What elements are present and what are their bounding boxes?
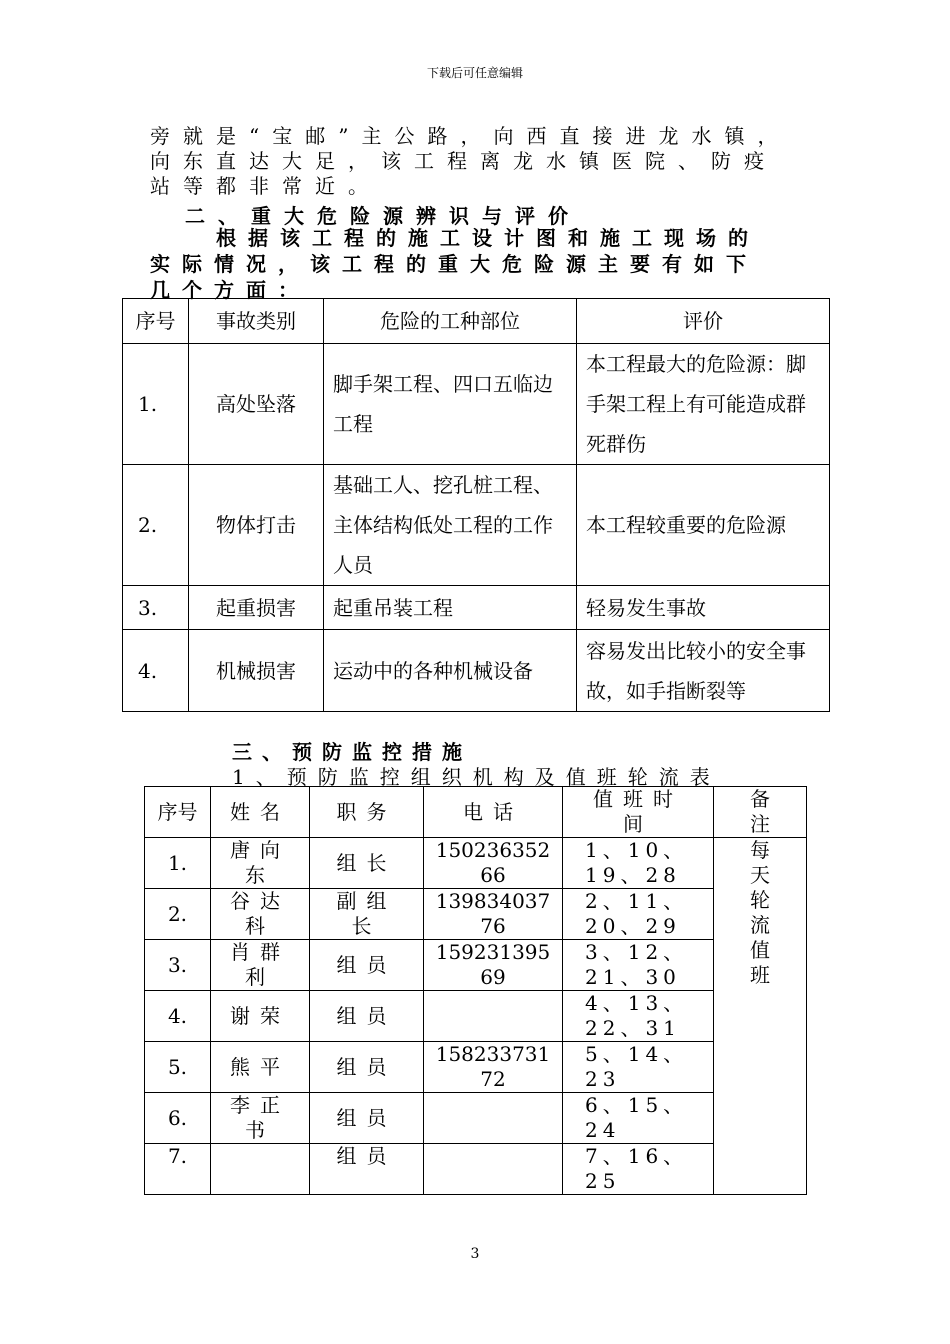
page-number: 3 xyxy=(470,1246,480,1262)
accident-type: 物体打击 xyxy=(189,465,324,586)
staff-phone xyxy=(424,991,563,1042)
staff-name: 熊平 xyxy=(211,1042,310,1093)
section3-title: 三、预防监控措施 xyxy=(232,740,472,764)
table-row xyxy=(145,889,807,940)
row-index: 2. xyxy=(123,465,189,586)
row-index: 2. xyxy=(145,889,211,940)
header-cell: 评价 xyxy=(577,299,830,344)
accident-type: 高处坠落 xyxy=(189,344,324,465)
section3-subtitle: 1、预防监控组织机构及值班轮流表 xyxy=(232,765,721,789)
staff-phone: 15823373172 xyxy=(424,1042,563,1093)
header-cell: 姓名 xyxy=(211,787,310,838)
intro-line: 向东直达大足，该工程离龙水镇医院、防疫 xyxy=(150,149,777,173)
header-cell: 值班时间 xyxy=(563,787,714,838)
row-index: 4. xyxy=(145,991,211,1042)
staff-phone: 15923139569 xyxy=(424,940,563,991)
header-cell: 事故类别 xyxy=(189,299,324,344)
table-header-row xyxy=(145,787,807,838)
hazard-table xyxy=(122,298,830,712)
header-cell: 备注 xyxy=(714,787,807,838)
duty-days: 7、16、25 xyxy=(563,1144,714,1195)
hazard-evaluation: 本工程较重要的危险源 xyxy=(577,465,830,586)
table-row xyxy=(123,630,830,712)
para-line: 根据该工程的施工设计图和施工现场的 xyxy=(216,226,760,250)
row-index: 7. xyxy=(145,1144,211,1195)
staff-name: 肖群利 xyxy=(211,940,310,991)
staff-name: 李正书 xyxy=(211,1093,310,1144)
header-cell: 危险的工种部位 xyxy=(324,299,577,344)
hazard-evaluation: 容易发出比较小的安全事故，如手指断裂等 xyxy=(577,630,830,712)
hazard-evaluation: 轻易发生事故 xyxy=(577,586,830,630)
staff-role: 组员 xyxy=(310,1042,424,1093)
table-row xyxy=(145,1093,807,1144)
staff-name: 唐向东 xyxy=(211,838,310,889)
duty-roster-table xyxy=(144,786,807,1195)
accident-type: 起重损害 xyxy=(189,586,324,630)
row-index: 3. xyxy=(145,940,211,991)
hazard-location: 运动中的各种机械设备 xyxy=(324,630,577,712)
row-index: 4. xyxy=(123,630,189,712)
row-index: 5. xyxy=(145,1042,211,1093)
table-row xyxy=(145,991,807,1042)
table-row xyxy=(145,940,807,991)
staff-name xyxy=(211,1144,310,1195)
staff-phone xyxy=(424,1093,563,1144)
hazard-evaluation: 本工程最大的危险源：脚手架工程上有可能造成群死群伤 xyxy=(577,344,830,465)
duty-note: 每天轮流值班 xyxy=(714,838,807,1195)
para-line: 几个方面： xyxy=(150,278,310,302)
staff-phone xyxy=(424,1144,563,1195)
table-row xyxy=(145,1042,807,1093)
intro-line: 站等都非常近。 xyxy=(150,174,381,198)
row-index: 1. xyxy=(123,344,189,465)
page-header: 下载后可任意编辑 xyxy=(426,66,523,80)
staff-phone: 15023635266 xyxy=(424,838,563,889)
row-index: 1. xyxy=(145,838,211,889)
staff-role: 组员 xyxy=(310,940,424,991)
header-cell: 职务 xyxy=(310,787,424,838)
table-row xyxy=(145,1144,807,1195)
staff-role: 副组长 xyxy=(310,889,424,940)
hazard-location: 基础工人、挖孔桩工程、主体结构低处工程的工作人员 xyxy=(324,465,577,586)
staff-role: 组员 xyxy=(310,991,424,1042)
intro-paragraph xyxy=(150,124,810,199)
duty-days: 1、10、19、28 xyxy=(563,838,714,889)
table-row xyxy=(123,586,830,630)
staff-role: 组长 xyxy=(310,838,424,889)
para-line: 实际情况，该工程的重大危险源主要有如下 xyxy=(150,252,758,276)
table-header-row xyxy=(123,299,830,344)
accident-type: 机械损害 xyxy=(189,630,324,712)
header-cell: 序号 xyxy=(123,299,189,344)
duty-days: 3、12、21、30 xyxy=(563,940,714,991)
table-row xyxy=(123,465,830,586)
header-cell: 序号 xyxy=(145,787,211,838)
table-row xyxy=(145,838,807,889)
staff-name: 谷达科 xyxy=(211,889,310,940)
section2-paragraph xyxy=(150,225,810,303)
staff-role: 组员 xyxy=(310,1093,424,1144)
row-index: 3. xyxy=(123,586,189,630)
table-row xyxy=(123,344,830,465)
hazard-location: 起重吊装工程 xyxy=(324,586,577,630)
duty-days: 5、14、23 xyxy=(563,1042,714,1093)
section2-title: 二、重大危险源辨识与评价 xyxy=(185,204,581,228)
duty-days: 4、13、22、31 xyxy=(563,991,714,1042)
intro-line: 旁就是“宝邮”主公路，向西直接进龙水镇， xyxy=(150,124,791,148)
hazard-location: 脚手架工程、四口五临边工程 xyxy=(324,344,577,465)
header-cell: 电话 xyxy=(424,787,563,838)
staff-name: 谢荣 xyxy=(211,991,310,1042)
row-index: 6. xyxy=(145,1093,211,1144)
staff-phone: 13983403776 xyxy=(424,889,563,940)
staff-role: 组员 xyxy=(310,1144,424,1195)
duty-days: 2、11、20、29 xyxy=(563,889,714,940)
duty-days: 6、15、24 xyxy=(563,1093,714,1144)
